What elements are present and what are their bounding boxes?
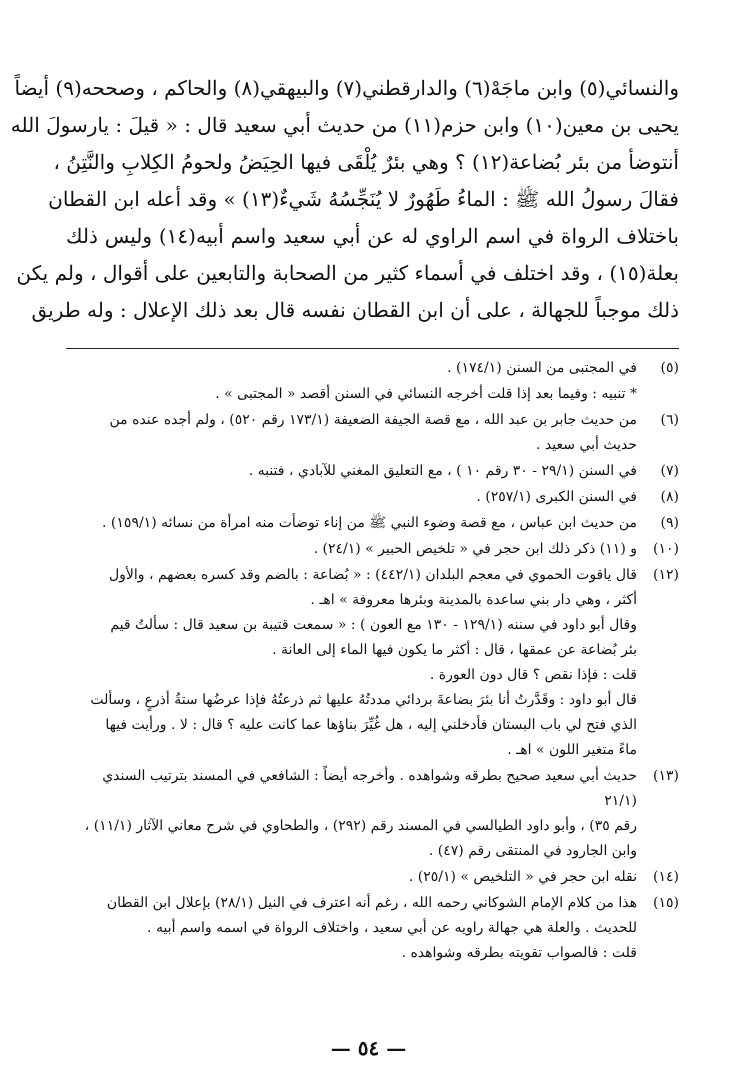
footnote-body [66,459,637,484]
footnote-line: الذي فتح لي باب البستان فأدخلني إليه ، هل غُيِّرَ بناؤها عما كانت عليه ؟ قال : لا . ورأيت فيها [105,717,637,733]
footnote [66,459,679,484]
footnote-number: (١٢) [653,567,679,583]
footnote [66,537,679,562]
footnote-line: أكثر ، وهي دار بني ساعدة بالمدينة وبئرها معروفة » اهـ . [310,592,637,608]
footnote-line: * تنبيه : وفيما بعد إذا قلت أخرجه النسائي في السنن أقصد « المجتبى » . [215,386,637,402]
footnote-line: قلت : فالصواب تقويته بطرقه وشواهده . [401,945,637,961]
footnote [66,511,679,536]
footnote [66,408,679,458]
main-text-line: يحيى بن معين(١٠) وابن حزم(١١) من حديث أبي سعيد قال : « قيلَ : يارسولَ الله [10,113,679,137]
footnote-body [66,537,637,562]
footnote-line: حديث أبي سعيد صحيح بطرقه وشواهده . وأخرجه أيضاً : الشافعي في المسند بترتيب السندي (٢١/١ [102,768,637,809]
footnote-body [66,764,637,864]
footnote [66,356,679,381]
main-text-line: فقالَ رسولُ الله ﷺ : الماءُ طَهُورٌ لا يُنَجِّسُهُ شَيءٌ(١٣) » وقد أعله ابن القطان [48,187,679,211]
footnote [66,891,679,966]
footnote-line: حديث أبي سعيد . [536,437,637,453]
footnote-line: للحديث . والعلة هي جهالة راويه عن أبي سعيد ، واختلاف الرواة في اسمه واسم أبيه . [147,920,637,936]
footnote-body [66,408,637,458]
footnote-line: بئر بُضاعة عن عمقها ، قال : أكثر ما يكون فيها الماء إلى العانة . [272,642,637,658]
footnote-body [66,485,637,510]
footnote-number: (٥) [660,360,679,376]
footnote [66,485,679,510]
footnote-body [66,511,637,536]
footnote [66,865,679,890]
footnote-line: في السنن (٢٩/١ - ٣٠ رقم ١٠ ) ، مع التعليق المغني للآبادي ، فتنبه . [248,463,637,479]
footnote-line: قال أبو داود : وقَدَّرتُ أنا بئرَ بضاعةَ بردائي مددتُهُ عليها ثم ذرعتُهُ فإذا عرضُها ستةُ أذرعٍ ، وسألت [90,692,637,708]
footnote-line: وابن الجارود في المنتقى رقم (٤٧) . [428,843,637,859]
footnote-line: هذا من كلام الإمام الشوكاني رحمه الله ، رغم أنه اعترف في النيل (٢٨/١) بإعلال ابن القطان [106,895,637,911]
footnote-line: رقم ٣٥) ، وأبو داود الطيالسي في المسند رقم (٢٩٢) ، والطحاوي في شرح معاني الآثار (١١/١) ، [84,818,637,834]
footnote-body [66,891,637,966]
footnote-number: (٨) [660,489,679,505]
footnote-line: من حديث جابر بن عبد الله ، مع قصة الجيفة الضعيفة (١٧٣/١ رقم ٥٢٠) ، ولم أجده عنده من [109,412,637,428]
footnote-number: (١٠) [653,541,679,557]
footnotes [66,356,679,967]
footnote-number: (١٥) [653,895,679,911]
footnote-line: ماءً متغير اللون » اهـ . [507,742,637,758]
footnote-body [66,865,637,890]
footnote-line: و (١١) ذكر ذلك ابن حجر في « تلخيص الحبير » (٢٤/١) . [313,541,637,557]
page-number: — ٥٤ — [330,1036,407,1060]
footnote-number: (١٤) [653,869,679,885]
footnote-body [66,382,637,407]
main-text-line: باختلاف الرواة في اسم الراوي له عن أبي سعيد واسم أبيه(١٤) وليس ذلك [66,224,679,248]
main-text [10,70,679,329]
footnote-body [66,563,637,763]
footnote-number: (٩) [660,515,679,531]
main-text-line: بعلة(١٥) ، وقد اختلف في أسماء كثير من الصحابة والتابعين على أقوال ، ولم يكن [16,261,679,285]
footnote-line: في السنن الكبرى (٢٥٧/١) . [476,489,637,505]
footnote-divider [66,348,679,349]
footnote-line: في المجتبى من السنن (١٧٤/١) . [447,360,637,376]
footnote-line: من حديث ابن عباس ، مع قصة وضوء النبي ﷺ من إناء توضأت منه امرأة من نسائه (١٥٩/١) . [102,515,637,531]
main-text-line: ذلك موجباً للجهالة ، على أن ابن القطان نفسه قال بعد ذلك الإعلال : وله طريق [31,298,679,322]
footnote-line: قلت : فإذا نقص ؟ قال دون العورة . [429,667,637,683]
footnote-body [66,356,637,381]
main-text-line: أنتوضأ من بئر بُضاعة(١٢) ؟ وهي بئرٌ يُلْقَى فيها الحِيَضُ ولحومُ الكِلابِ والنَّتِنُ ، [53,150,679,174]
main-text-line: والنسائي(٥) وابن ماجَهْ(٦) والدارقطني(٧) والبيهقي(٨) والحاكم ، وصححه(٩) أيضاً [14,76,679,100]
footnote-line: قال ياقوت الحموي في معجم البلدان (٤٤٢/١) : « بُضاعة : بالضم وقد كسره بعضهم ، والأول [108,567,637,583]
footnote-line: نقله ابن حجر في « التلخيص » (٢٥/١) . [408,869,637,885]
footnote [66,563,679,763]
footnote [66,764,679,864]
footnote-number: (٦) [660,412,679,428]
footnote [66,382,679,407]
footnote-number: (٧) [660,463,679,479]
footnote-number: (١٣) [653,768,679,784]
footnote-line: وقال أبو داود في سننه (١٢٩/١ - ١٣٠ مع العون ) : « سمعت قتيبة بن سعيد قال : سألتُ قيم [110,617,637,633]
